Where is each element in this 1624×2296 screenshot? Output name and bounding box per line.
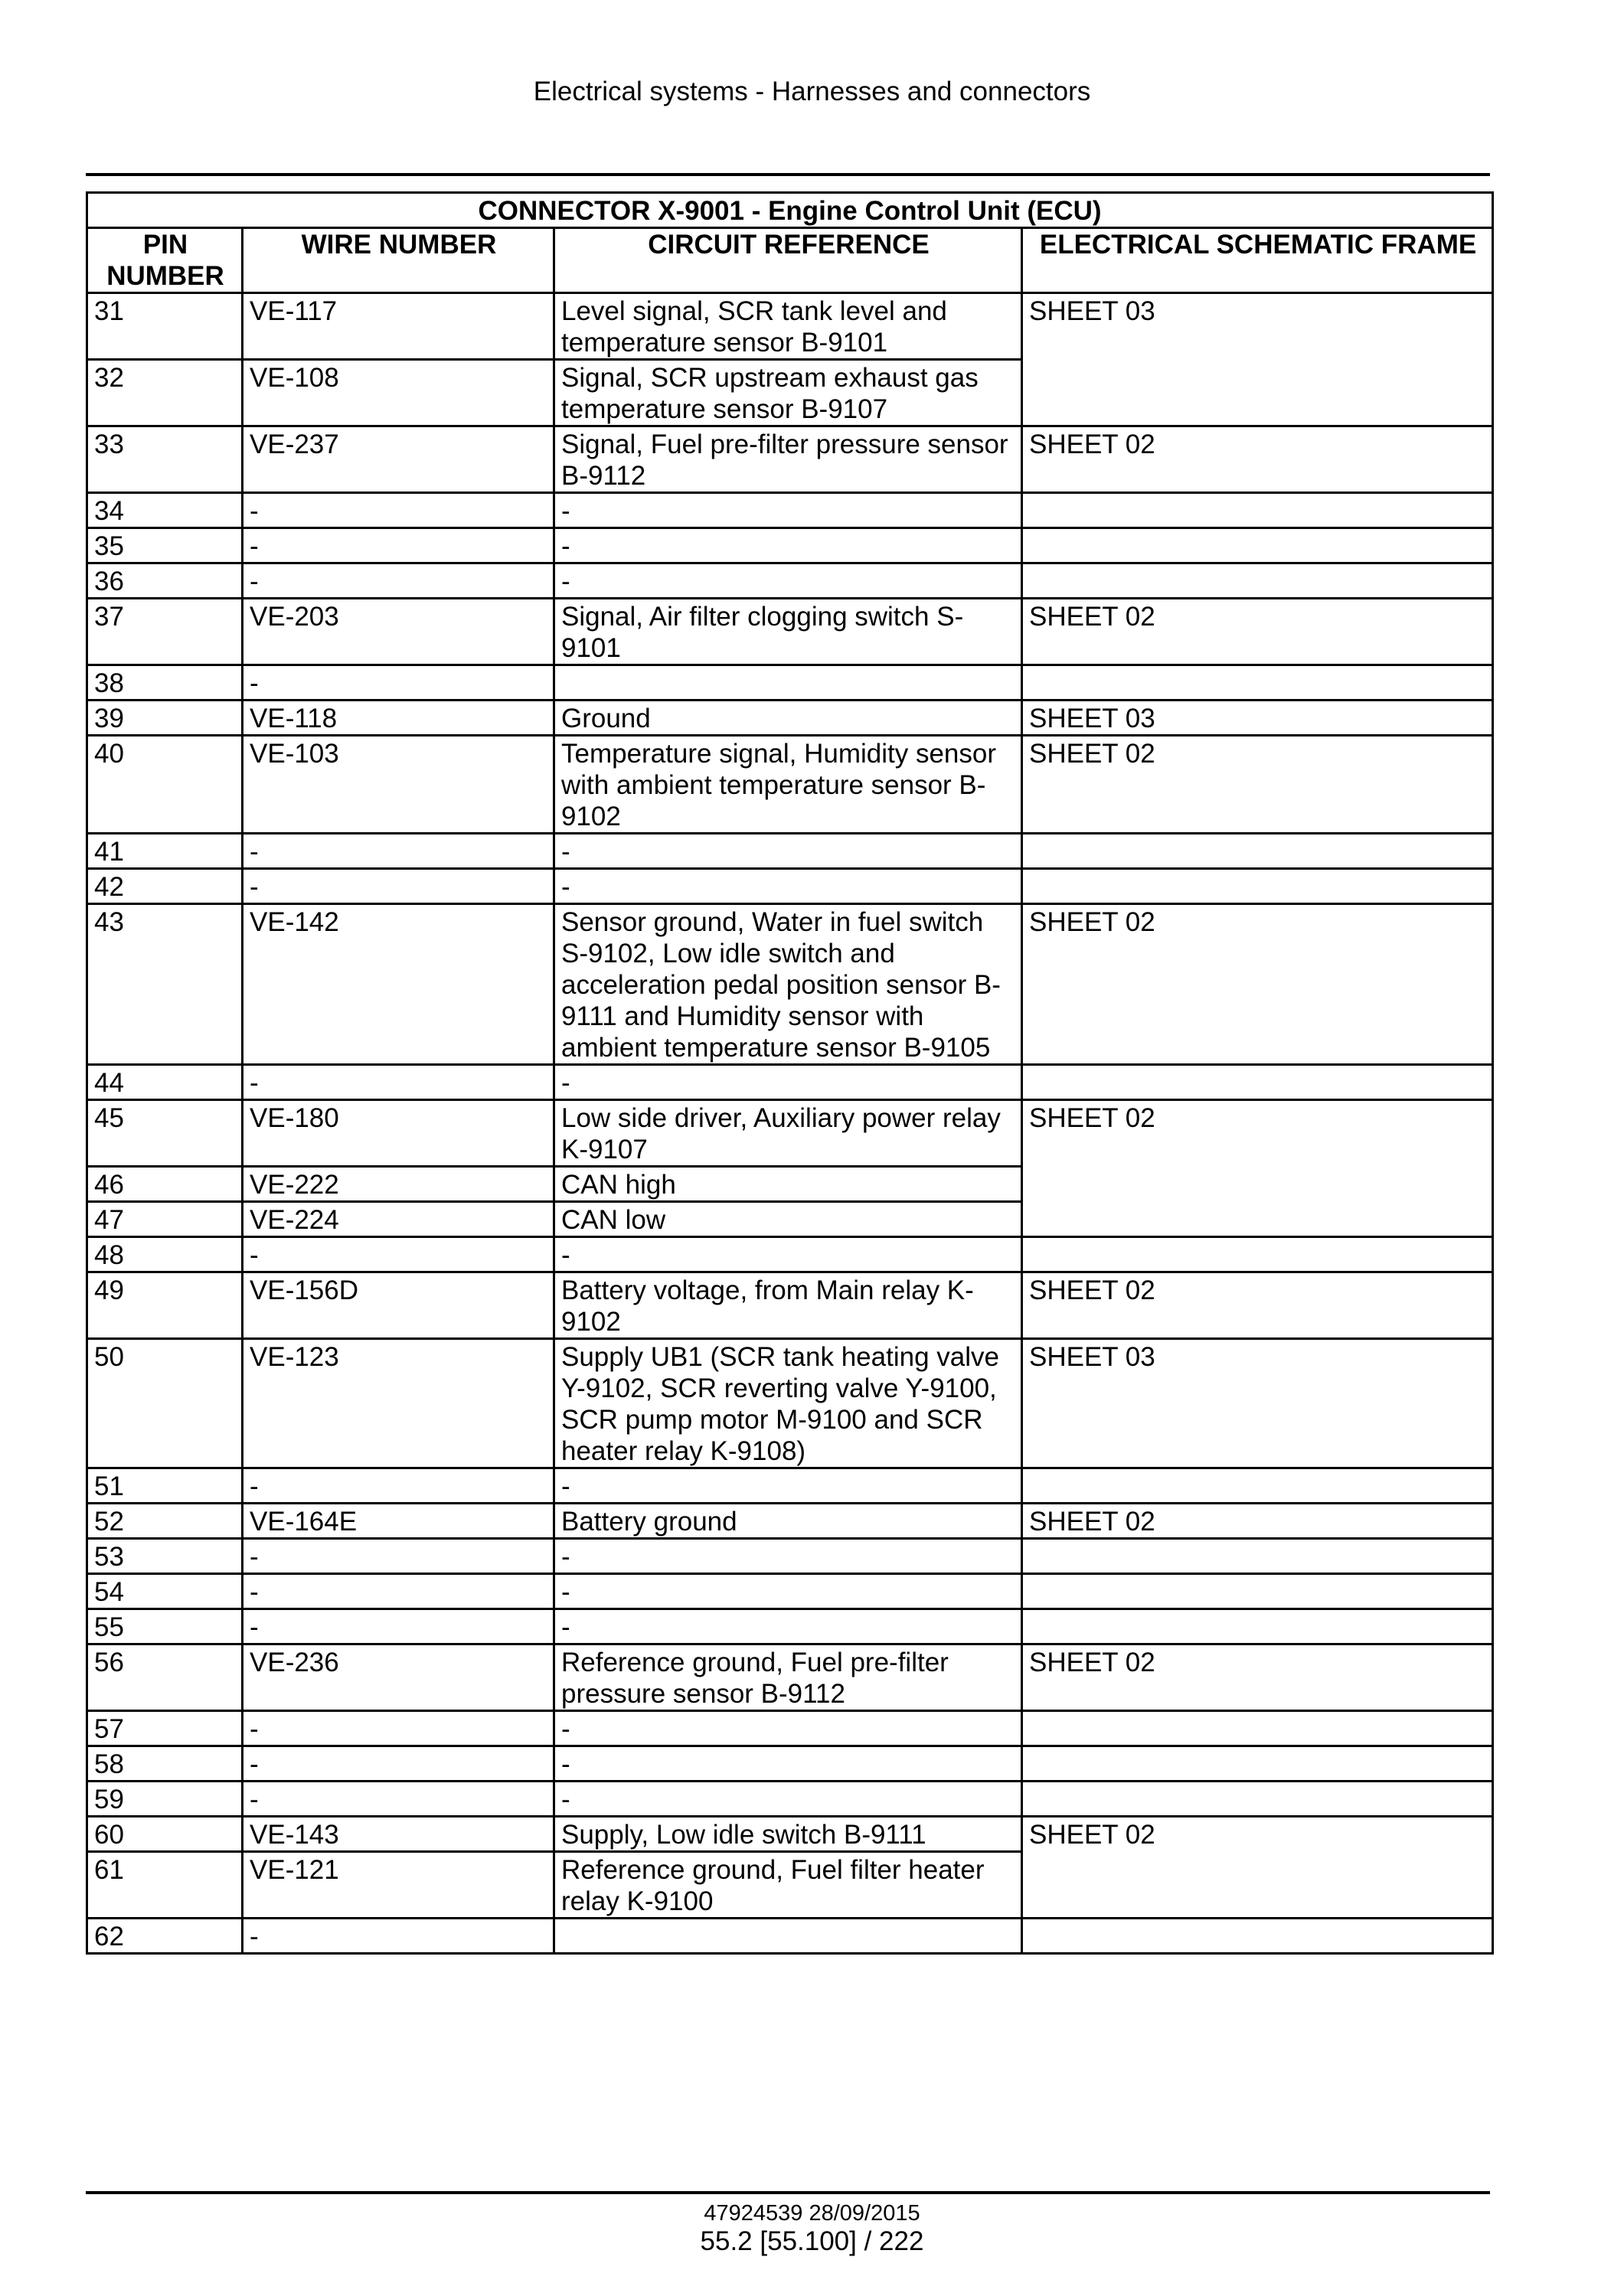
pin-cell: 41 <box>87 834 243 869</box>
schematic-frame-cell: SHEET 02 <box>1022 1817 1493 1919</box>
page-header: Electrical systems - Harnesses and connectors <box>533 77 1091 106</box>
schematic-frame-cell: SHEET 02 <box>1022 1272 1493 1339</box>
column-header-circuit: CIRCUIT REFERENCE <box>554 228 1022 293</box>
schematic-frame-cell <box>1022 1919 1493 1954</box>
table-row <box>87 1100 1493 1167</box>
wire-number-cell: VE-224 <box>243 1202 554 1237</box>
circuit-reference-cell: Reference ground, Fuel filter heater relay K-9100 <box>554 1852 1022 1919</box>
circuit-reference-cell: Supply, Low idle switch B-9111 <box>554 1817 1022 1852</box>
pin-cell: 45 <box>87 1100 243 1167</box>
table-row <box>87 1065 1493 1100</box>
pin-cell: 51 <box>87 1468 243 1504</box>
table-row <box>87 493 1493 528</box>
circuit-reference-cell: Ground <box>554 701 1022 736</box>
pin-cell: 57 <box>87 1711 243 1746</box>
table-row <box>87 1644 1493 1711</box>
wire-number-cell: - <box>243 1065 554 1100</box>
schematic-frame-cell <box>1022 1065 1493 1100</box>
circuit-reference-cell: - <box>554 1574 1022 1609</box>
circuit-reference-cell: - <box>554 1539 1022 1574</box>
pin-cell: 49 <box>87 1272 243 1339</box>
table-row <box>87 1339 1493 1468</box>
pin-cell: 48 <box>87 1237 243 1272</box>
schematic-frame-cell: SHEET 03 <box>1022 1339 1493 1468</box>
schematic-frame-cell <box>1022 1746 1493 1782</box>
schematic-frame-cell <box>1022 1711 1493 1746</box>
wire-number-cell: - <box>243 1746 554 1782</box>
wire-number-cell: - <box>243 1468 554 1504</box>
wire-number-cell: VE-108 <box>243 360 554 426</box>
schematic-frame-cell: SHEET 02 <box>1022 736 1493 834</box>
table-row <box>87 1504 1493 1539</box>
table-row <box>87 1711 1493 1746</box>
table-row <box>87 563 1493 599</box>
table-row <box>87 1609 1493 1644</box>
circuit-reference-cell: - <box>554 528 1022 563</box>
circuit-reference-cell <box>554 665 1022 701</box>
column-header-wire: WIRE NUMBER <box>243 228 554 293</box>
circuit-reference-cell: - <box>554 1782 1022 1817</box>
schematic-frame-cell <box>1022 1574 1493 1609</box>
wire-number-cell: - <box>243 1609 554 1644</box>
schematic-frame-cell <box>1022 665 1493 701</box>
pin-cell: 54 <box>87 1574 243 1609</box>
wire-number-cell: VE-117 <box>243 293 554 360</box>
pin-cell: 40 <box>87 736 243 834</box>
document-id: 47924539 28/09/2015 <box>704 2201 920 2226</box>
circuit-reference-cell: Signal, Air filter clogging switch S-9101 <box>554 599 1022 665</box>
table-row <box>87 1574 1493 1609</box>
table-row <box>87 1919 1493 1954</box>
circuit-reference-cell: Level signal, SCR tank level and temperature sensor B-9101 <box>554 293 1022 360</box>
wire-number-cell: - <box>243 834 554 869</box>
circuit-reference-cell: Sensor ground, Water in fuel switch S-9102, Low idle switch and acceleration pedal position sensor B-9111 and Humidity sensor with ambient temperature sensor B-9105 <box>554 904 1022 1065</box>
schematic-frame-cell <box>1022 834 1493 869</box>
circuit-reference-cell: Signal, SCR upstream exhaust gas temperature sensor B-9107 <box>554 360 1022 426</box>
wire-number-cell: VE-164E <box>243 1504 554 1539</box>
circuit-reference-cell: Supply UB1 (SCR tank heating valve Y-9102, SCR reverting valve Y-9100, SCR pump motor M-9100 and SCR heater relay K-9108) <box>554 1339 1022 1468</box>
wire-number-cell: VE-123 <box>243 1339 554 1468</box>
pin-cell: 38 <box>87 665 243 701</box>
schematic-frame-cell <box>1022 1468 1493 1504</box>
pin-cell: 47 <box>87 1202 243 1237</box>
table-row <box>87 426 1493 493</box>
circuit-reference-cell: - <box>554 869 1022 904</box>
column-header-frame: ELECTRICAL SCHEMATIC FRAME <box>1022 228 1493 293</box>
pin-cell: 31 <box>87 293 243 360</box>
wire-number-cell: VE-237 <box>243 426 554 493</box>
table-row <box>87 1539 1493 1574</box>
wire-number-cell: - <box>243 1574 554 1609</box>
pin-cell: 62 <box>87 1919 243 1954</box>
wire-number-cell: - <box>243 1237 554 1272</box>
pin-cell: 34 <box>87 493 243 528</box>
table-row <box>87 1468 1493 1504</box>
pin-cell: 42 <box>87 869 243 904</box>
circuit-reference-cell: Battery voltage, from Main relay K-9102 <box>554 1272 1022 1339</box>
schematic-frame-cell <box>1022 1609 1493 1644</box>
pin-cell: 46 <box>87 1167 243 1202</box>
pin-cell: 50 <box>87 1339 243 1468</box>
circuit-reference-cell: - <box>554 1609 1022 1644</box>
circuit-reference-cell: - <box>554 1065 1022 1100</box>
table-row <box>87 599 1493 665</box>
footer-rule <box>86 2191 1490 2194</box>
wire-number-cell: - <box>243 1782 554 1817</box>
pin-cell: 44 <box>87 1065 243 1100</box>
circuit-reference-cell: - <box>554 563 1022 599</box>
wire-number-cell: VE-142 <box>243 904 554 1065</box>
pin-cell: 55 <box>87 1609 243 1644</box>
wire-number-cell: - <box>243 665 554 701</box>
wire-number-cell: VE-143 <box>243 1817 554 1852</box>
circuit-reference-cell: - <box>554 1746 1022 1782</box>
pin-cell: 36 <box>87 563 243 599</box>
column-header-pin: PIN NUMBER <box>87 228 243 293</box>
circuit-reference-cell: - <box>554 493 1022 528</box>
pin-cell: 53 <box>87 1539 243 1574</box>
wire-number-cell: VE-222 <box>243 1167 554 1202</box>
table-row <box>87 1272 1493 1339</box>
connector-table <box>86 191 1494 1955</box>
schematic-frame-cell: SHEET 02 <box>1022 1504 1493 1539</box>
circuit-reference-cell: - <box>554 1237 1022 1272</box>
wire-number-cell: - <box>243 869 554 904</box>
wire-number-cell: VE-103 <box>243 736 554 834</box>
table-title: CONNECTOR X-9001 - Engine Control Unit (ECU) <box>87 193 1493 228</box>
table-row <box>87 701 1493 736</box>
pin-cell: 58 <box>87 1746 243 1782</box>
circuit-reference-cell: CAN low <box>554 1202 1022 1237</box>
pin-cell: 37 <box>87 599 243 665</box>
wire-number-cell: VE-121 <box>243 1852 554 1919</box>
schematic-frame-cell <box>1022 869 1493 904</box>
pin-cell: 56 <box>87 1644 243 1711</box>
schematic-frame-cell: SHEET 02 <box>1022 1644 1493 1711</box>
table-row <box>87 869 1493 904</box>
circuit-reference-cell: Temperature signal, Humidity sensor with ambient temperature sensor B-9102 <box>554 736 1022 834</box>
table-row <box>87 293 1493 360</box>
wire-number-cell: VE-156D <box>243 1272 554 1339</box>
circuit-reference-cell: Signal, Fuel pre-filter pressure sensor B-9112 <box>554 426 1022 493</box>
wire-number-cell: - <box>243 493 554 528</box>
table-row <box>87 1782 1493 1817</box>
table-body <box>87 293 1493 1954</box>
circuit-reference-cell: Low side driver, Auxiliary power relay K-9107 <box>554 1100 1022 1167</box>
circuit-reference-cell: - <box>554 834 1022 869</box>
schematic-frame-cell: SHEET 03 <box>1022 701 1493 736</box>
circuit-reference-cell <box>554 1919 1022 1954</box>
circuit-reference-cell: CAN high <box>554 1167 1022 1202</box>
pin-cell: 43 <box>87 904 243 1065</box>
circuit-reference-cell: - <box>554 1468 1022 1504</box>
pin-cell: 59 <box>87 1782 243 1817</box>
table-row <box>87 665 1493 701</box>
schematic-frame-cell <box>1022 563 1493 599</box>
pin-cell: 35 <box>87 528 243 563</box>
wire-number-cell: VE-180 <box>243 1100 554 1167</box>
table-row <box>87 1237 1493 1272</box>
table-row <box>87 834 1493 869</box>
circuit-reference-cell: - <box>554 1711 1022 1746</box>
schematic-frame-cell <box>1022 1237 1493 1272</box>
schematic-frame-cell <box>1022 493 1493 528</box>
schematic-frame-cell: SHEET 03 <box>1022 293 1493 426</box>
wire-number-cell: - <box>243 1711 554 1746</box>
schematic-frame-cell <box>1022 1782 1493 1817</box>
circuit-reference-cell: Battery ground <box>554 1504 1022 1539</box>
schematic-frame-cell <box>1022 528 1493 563</box>
wire-number-cell: - <box>243 528 554 563</box>
page-number: 55.2 [55.100] / 222 <box>700 2226 924 2256</box>
schematic-frame-cell <box>1022 1539 1493 1574</box>
wire-number-cell: VE-118 <box>243 701 554 736</box>
pin-cell: 52 <box>87 1504 243 1539</box>
table-row <box>87 904 1493 1065</box>
wire-number-cell: VE-203 <box>243 599 554 665</box>
pin-cell: 61 <box>87 1852 243 1919</box>
pin-cell: 39 <box>87 701 243 736</box>
table-row <box>87 1817 1493 1852</box>
schematic-frame-cell: SHEET 02 <box>1022 904 1493 1065</box>
pin-cell: 32 <box>87 360 243 426</box>
wire-number-cell: VE-236 <box>243 1644 554 1711</box>
pin-cell: 33 <box>87 426 243 493</box>
table-row <box>87 1746 1493 1782</box>
wire-number-cell: - <box>243 1919 554 1954</box>
table-row <box>87 736 1493 834</box>
header-rule <box>86 173 1490 176</box>
schematic-frame-cell: SHEET 02 <box>1022 426 1493 493</box>
wire-number-cell: - <box>243 563 554 599</box>
table-row <box>87 528 1493 563</box>
pin-cell: 60 <box>87 1817 243 1852</box>
schematic-frame-cell: SHEET 02 <box>1022 599 1493 665</box>
schematic-frame-cell: SHEET 02 <box>1022 1100 1493 1237</box>
circuit-reference-cell: Reference ground, Fuel pre-filter pressure sensor B-9112 <box>554 1644 1022 1711</box>
wire-number-cell: - <box>243 1539 554 1574</box>
